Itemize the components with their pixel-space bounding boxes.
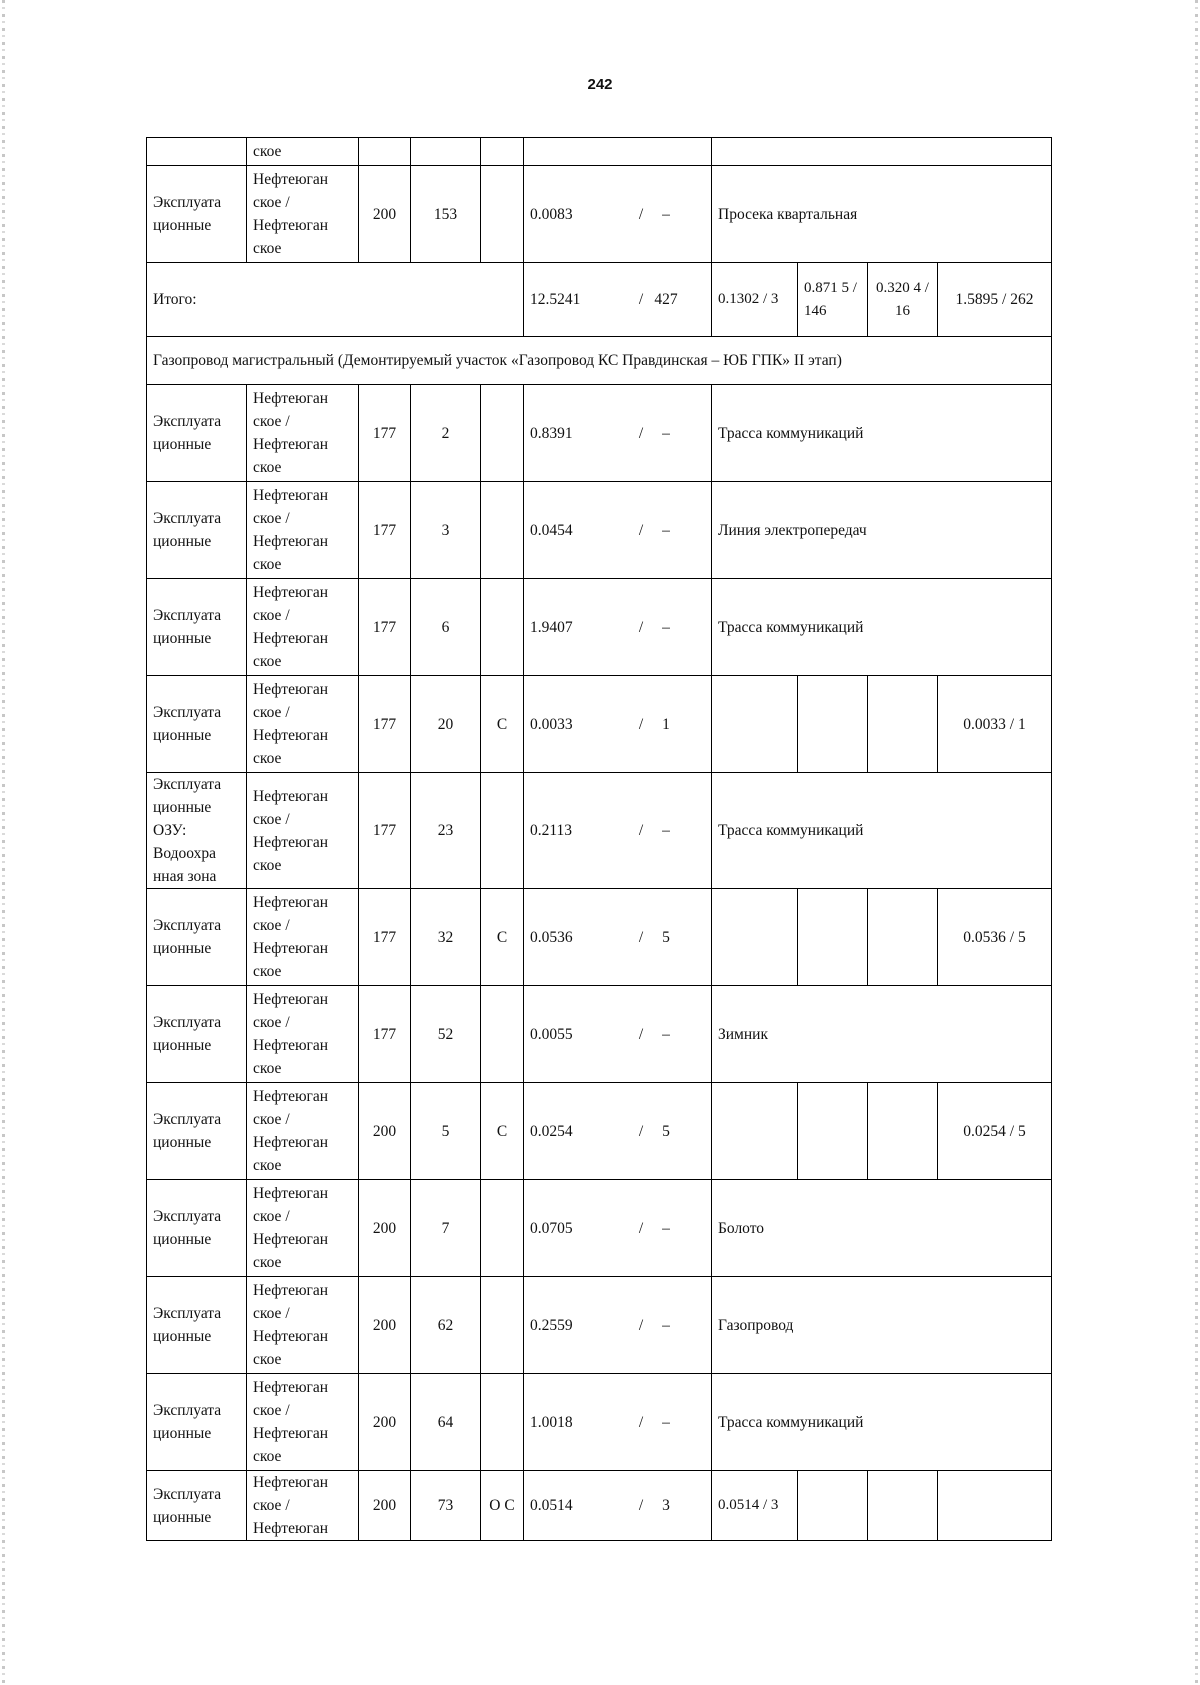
total-row	[147, 263, 1052, 337]
area-count: 3	[662, 1497, 670, 1514]
cell-area	[524, 1471, 712, 1541]
cell-note: Трасса коммуникаций	[712, 579, 1052, 676]
cell-area	[524, 1180, 712, 1277]
area-value: 0.8391	[530, 424, 573, 442]
cell-number: 7	[411, 1180, 481, 1277]
cell-field: Нефтеюган ское / Нефтеюган ское	[247, 166, 359, 263]
cell-field: Нефтеюган ское / Нефтеюган ское	[247, 1374, 359, 1471]
cell-field: Нефтеюган ское / Нефтеюган ское	[247, 1277, 359, 1374]
area-separator: /	[638, 1025, 644, 1043]
cell-category: Эксплуата ционные	[147, 1471, 247, 1541]
area-separator: /	[638, 928, 644, 946]
cell-category: Эксплуата ционные	[147, 889, 247, 986]
total-label: Итого:	[147, 263, 524, 337]
cell-category: Эксплуата ционные	[147, 166, 247, 263]
total-value-4: 1.5895 / 262	[938, 263, 1052, 337]
area-value: 0.0536	[530, 928, 573, 946]
cell-mark	[481, 166, 524, 263]
area-value: 0.2113	[530, 822, 573, 839]
area-count: –	[662, 205, 670, 223]
table-row	[147, 1180, 1052, 1277]
area-value: 0.0083	[530, 205, 573, 223]
cell-number: 153	[411, 166, 481, 263]
table-row	[147, 986, 1052, 1083]
cell-diameter: 177	[359, 986, 411, 1083]
cell-number: 23	[411, 773, 481, 889]
table-row	[147, 579, 1052, 676]
cell-field: Нефтеюган ское / Нефтеюган ское	[247, 1180, 359, 1277]
total-value-3: 0.320 4 / 16	[868, 263, 938, 337]
cell-value-1	[712, 1083, 798, 1180]
cell-mark	[481, 138, 524, 166]
total-area	[524, 263, 712, 337]
area-separator: /	[638, 715, 644, 733]
cell-category: Эксплуата ционные	[147, 385, 247, 482]
cell-number: 5	[411, 1083, 481, 1180]
cell-value-3	[868, 889, 938, 986]
cell-area	[524, 676, 712, 773]
cell-value-2	[798, 1471, 868, 1541]
area-separator: /	[638, 205, 644, 223]
area-count: 5	[662, 928, 670, 946]
cell-field: Нефтеюган ское / Нефтеюган ское	[247, 482, 359, 579]
table-row	[147, 1374, 1052, 1471]
area-count: –	[662, 521, 670, 539]
cell-diameter: 177	[359, 676, 411, 773]
cell-mark	[481, 1277, 524, 1374]
cell-mark	[481, 385, 524, 482]
area-count: 427	[654, 291, 678, 308]
area-count: 1	[662, 715, 670, 733]
cell-mark: О С	[481, 1471, 524, 1541]
section-rows	[147, 385, 1052, 1541]
cell-note: Трасса коммуникаций	[712, 385, 1052, 482]
cell-diameter	[359, 138, 411, 166]
section-title: Газопровод магистральный (Демонтируемый участок «Газопровод КС Правдинская – ЮБ ГПК» II этап)	[147, 337, 1052, 385]
cell-mark	[481, 482, 524, 579]
cell-value-3	[868, 1083, 938, 1180]
page-number: 242	[587, 76, 613, 93]
area-value: 1.9407	[530, 618, 573, 636]
area-value: 1.0018	[530, 1413, 573, 1431]
area-count: –	[662, 1413, 670, 1431]
cell-area	[524, 1083, 712, 1180]
cell-area	[524, 138, 712, 166]
area-separator: /	[638, 1497, 644, 1514]
cell-number: 3	[411, 482, 481, 579]
cell-area	[524, 1277, 712, 1374]
area-count: –	[662, 1025, 670, 1043]
area-value: 0.0055	[530, 1025, 573, 1043]
cell-number: 52	[411, 986, 481, 1083]
section-row	[147, 337, 1052, 385]
table-row	[147, 385, 1052, 482]
cell-field: ское	[247, 138, 359, 166]
cell-value-4: 0.0033 / 1	[938, 676, 1052, 773]
cell-note	[712, 138, 1052, 166]
cell-value-4	[938, 1471, 1052, 1541]
cell-diameter: 200	[359, 1374, 411, 1471]
cell-field: Нефтеюган ское / Нефтеюган ское	[247, 773, 359, 889]
area-separator: /	[638, 822, 644, 839]
table-row-fragment	[147, 138, 1052, 166]
cell-number: 62	[411, 1277, 481, 1374]
area-count: –	[662, 1219, 670, 1237]
cell-mark	[481, 986, 524, 1083]
cell-value-3	[868, 676, 938, 773]
cell-field: Нефтеюган ское / Нефтеюган ское	[247, 385, 359, 482]
table-row	[147, 1083, 1052, 1180]
cell-value-1	[712, 889, 798, 986]
area-separator: /	[638, 1122, 644, 1140]
cell-category: Эксплуата ционные	[147, 1180, 247, 1277]
cell-category: Эксплуата ционные	[147, 1083, 247, 1180]
area-value: 0.0254	[530, 1122, 573, 1140]
table-row	[147, 676, 1052, 773]
cell-diameter: 200	[359, 1083, 411, 1180]
total-value-1: 0.1302 / 3	[712, 263, 798, 337]
cell-mark: С	[481, 889, 524, 986]
cell-field: Нефтеюган ское / Нефтеюган ское	[247, 986, 359, 1083]
cell-category: Эксплуата ционные	[147, 482, 247, 579]
area-value: 12.5241	[530, 291, 581, 308]
cell-category: Эксплуата ционные	[147, 676, 247, 773]
scan-edge-right	[1195, 0, 1198, 1685]
area-separator: /	[638, 618, 644, 636]
cell-category: Эксплуата ционные	[147, 579, 247, 676]
table-row	[147, 889, 1052, 986]
cell-diameter: 200	[359, 1277, 411, 1374]
cell-area	[524, 773, 712, 889]
area-value: 0.0705	[530, 1219, 573, 1237]
area-separator: /	[638, 521, 644, 539]
cell-note: Газопровод	[712, 1277, 1052, 1374]
cell-number: 2	[411, 385, 481, 482]
area-separator: /	[638, 1413, 644, 1431]
cell-mark: С	[481, 1083, 524, 1180]
area-count: –	[662, 618, 670, 636]
cell-mark	[481, 579, 524, 676]
cell-category: Эксплуата ционные	[147, 1277, 247, 1374]
cell-mark	[481, 773, 524, 889]
cell-area	[524, 986, 712, 1083]
cell-area	[524, 385, 712, 482]
cell-area	[524, 889, 712, 986]
cell-number	[411, 138, 481, 166]
cell-value-1: 0.0514 / 3	[712, 1471, 798, 1541]
cell-mark: С	[481, 676, 524, 773]
area-count: –	[662, 822, 670, 839]
area-value: 0.0454	[530, 521, 573, 539]
table-row	[147, 773, 1052, 889]
area-value: 0.2559	[530, 1316, 573, 1334]
cell-area	[524, 166, 712, 263]
cell-note: Просека квартальная	[712, 166, 1052, 263]
cell-mark	[481, 1180, 524, 1277]
table-row	[147, 1277, 1052, 1374]
cell-number: 32	[411, 889, 481, 986]
cell-field: Нефтеюган ское / Нефтеюган	[247, 1471, 359, 1541]
cell-field: Нефтеюган ское / Нефтеюган ское	[247, 579, 359, 676]
cell-area	[524, 1374, 712, 1471]
area-count: –	[662, 1316, 670, 1334]
total-value-2: 0.871 5 / 146	[798, 263, 868, 337]
area-separator: /	[638, 291, 644, 308]
cell-diameter: 177	[359, 482, 411, 579]
area-value: 0.0514	[530, 1497, 573, 1514]
cell-number: 73	[411, 1471, 481, 1541]
cell-value-4: 0.0536 / 5	[938, 889, 1052, 986]
cell-diameter: 177	[359, 385, 411, 482]
cell-note: Трасса коммуникаций	[712, 773, 1052, 889]
cell-category: Эксплуата ционные	[147, 1374, 247, 1471]
cell-value-2	[798, 1083, 868, 1180]
cell-field: Нефтеюган ское / Нефтеюган ское	[247, 1083, 359, 1180]
cell-number: 20	[411, 676, 481, 773]
cell-value-1	[712, 676, 798, 773]
cell-category: Эксплуата ционные	[147, 986, 247, 1083]
cell-diameter: 200	[359, 1180, 411, 1277]
table-row	[147, 166, 1052, 263]
cell-value-2	[798, 889, 868, 986]
area-count: 5	[662, 1122, 670, 1140]
cell-category	[147, 138, 247, 166]
data-table	[146, 137, 1052, 1541]
cell-diameter: 177	[359, 773, 411, 889]
cell-diameter: 177	[359, 579, 411, 676]
area-separator: /	[638, 424, 644, 442]
table-row	[147, 1471, 1052, 1541]
cell-category: Эксплуата ционные ОЗУ: Водоохра нная зона	[147, 773, 247, 889]
cell-number: 6	[411, 579, 481, 676]
area-separator: /	[638, 1316, 644, 1334]
cell-area	[524, 579, 712, 676]
cell-value-4: 0.0254 / 5	[938, 1083, 1052, 1180]
cell-area	[524, 482, 712, 579]
scan-edge-left	[2, 0, 5, 1685]
area-value: 0.0033	[530, 715, 573, 733]
cell-field: Нефтеюган ское / Нефтеюган ское	[247, 676, 359, 773]
cell-note: Болото	[712, 1180, 1052, 1277]
area-count: –	[662, 424, 670, 442]
cell-diameter: 200	[359, 1471, 411, 1541]
cell-note: Трасса коммуникаций	[712, 1374, 1052, 1471]
table-row	[147, 482, 1052, 579]
area-separator: /	[638, 1219, 644, 1237]
cell-mark	[481, 1374, 524, 1471]
cell-note: Линия электропередач	[712, 482, 1052, 579]
cell-number: 64	[411, 1374, 481, 1471]
cell-diameter: 200	[359, 166, 411, 263]
cell-note: Зимник	[712, 986, 1052, 1083]
cell-diameter: 177	[359, 889, 411, 986]
cell-field: Нефтеюган ское / Нефтеюган ское	[247, 889, 359, 986]
cell-value-2	[798, 676, 868, 773]
cell-value-3	[868, 1471, 938, 1541]
